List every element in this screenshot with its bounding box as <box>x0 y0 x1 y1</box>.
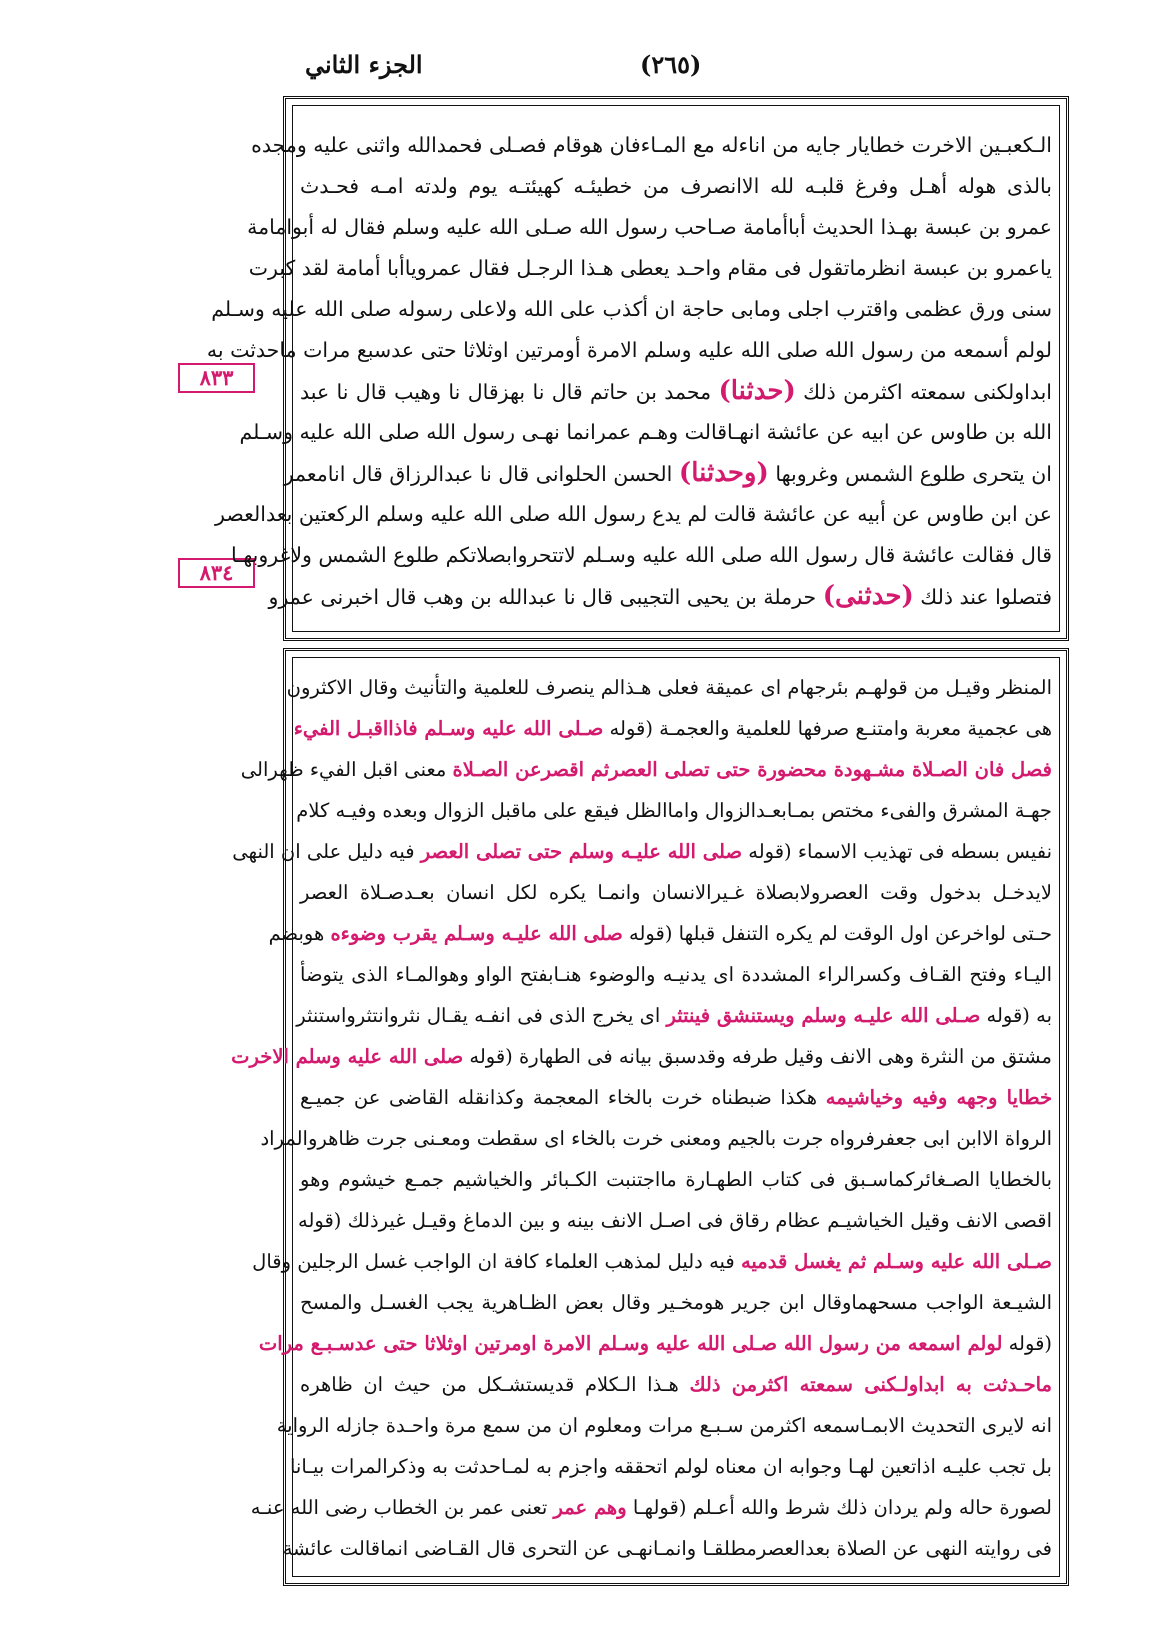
sharh-line: انه لايرى التحديث الابمـاسمعه اكثرمن سـبـع مرات ومعلوم ان من سمع مرة واحـدة جازله الرواية <box>276 1414 1052 1437</box>
matn-line <box>283 453 1052 494</box>
matn-line: قال فقالت عائشة قال رسول الله صلى الله عليه وسـلم لاتتحروابصلاتكم طلوع الشمس ولاغروبهـا <box>230 543 1052 567</box>
sharh-segment: هى عجمية معربة وامتنـع صرفها للعلمية والعجمـة (قوله <box>609 717 1052 740</box>
matn-line: الله بن طاوس عن ابيه عن عائشة انهـاقالت وهـم عمرانما نهـى رسول الله صلى الله عليه وسـلم <box>239 420 1052 444</box>
hadith-number-badge: ٨٣٤ <box>178 558 255 588</box>
sharh-segment: تعنى عمر بن الخطاب رضى الله عنـه <box>250 1496 548 1519</box>
matn-line: سنى ورق عظمى واقترب اجلى ومابى حاجة ان أكذب على الله ولاعلى رسوله صلى الله عليه وسـلم <box>211 297 1052 321</box>
sharh-segment: حـتى لواخرعن اول الوقت لم يكره التنفل قبلها (قوله <box>629 922 1052 945</box>
sharh-segment: نفيس بسطه فى تهذيب الاسماء (قوله <box>748 840 1052 863</box>
sharh-segment: فيه دليل على ان النهى <box>232 840 415 863</box>
sharh-line: اقصى الانف وقيل الخياشيـم عظام رقاق فى اصـل الانف بينه و بين الدماغ وقيـل غيرذلك (قوله <box>298 1209 1052 1232</box>
sharh-line: لايدخـل بدخول وقت العصرولابصلاة غـيرالانسان وانمـا يكره لكل انسان بعـدصـلاة العصر <box>300 881 1052 904</box>
quoted-matn: فصل فان الصـلاة مشـهودة محضورة حتى تصلى العصرثم اقصرعن الصـلاة <box>452 758 1052 781</box>
sharh-line <box>240 749 1052 790</box>
running-title: الجزء الثاني <box>305 50 423 79</box>
sharh-segment: (قوله <box>1008 1332 1052 1355</box>
sharh-line <box>300 1364 1052 1405</box>
matn-line: عن ابن طاوس عن أبيه عن عائشة قالت لم يدع رسول الله صلى الله عليه وسلم الركعتين بعدالعصر <box>215 502 1052 526</box>
matn-line: بالذى هوله أهـل وفرغ قلبـه لله الاانصرف من خطيئـه كهيئتـه يوم ولدته امـه فحـدث <box>300 174 1052 198</box>
sharh-segment: مشتق من النثرة وهى الانف وقيل طرفه وقدسبق بيانه فى الطهارة (قوله <box>469 1045 1052 1068</box>
sharh-segment: معنى اقبل الفيء ظهرالى <box>240 758 447 781</box>
quoted-matn: وهم عمر <box>553 1496 627 1519</box>
sharh-line <box>268 913 1052 954</box>
matn-segment: فتصلوا عند ذلك <box>920 585 1052 609</box>
quoted-matn: لولم اسمعه من رسول الله صـلى الله عليه وسـلم الامرة اومرتين اوثلاثا حتى عدسـبـع مرات <box>258 1332 1003 1355</box>
sharh-segment: هوبضم <box>268 922 325 945</box>
matn-segment: الحسن الحلوانى قال نا عبدالرزاق قال انامعمر <box>283 462 673 486</box>
sharh-line <box>250 1487 1052 1528</box>
matn-segment: ان يتحرى طلوع الشمس وغروبها <box>775 462 1052 486</box>
sharh-segment: لصورة حاله ولم يردان ذلك شرط والله أعـلم (قولهـا <box>632 1496 1052 1519</box>
quoted-matn: صلى الله عليـه وسلم حتى تصلى العصر <box>420 840 743 863</box>
sharh-segment: به (قوله <box>986 1004 1052 1027</box>
hadith-number-badge: ٨٣٣ <box>178 363 255 393</box>
quoted-matn: صـلى الله عليه وسـلم فاذااقبـل الفيء <box>293 717 604 740</box>
sharh-segment: فيه دليل لمذهب العلماء كافة ان الواجب غسل الرجلين وقال <box>252 1250 735 1273</box>
sharh-line: الرواة الاابن ابى جعفرفرواه جرت بالجيم ومعنى خرت بالخاء اى سقطت ومعـنى جرت ظاهروالمراد <box>260 1127 1052 1150</box>
matn-segment: ابداولكنى سمعته اكثرمن ذلك <box>803 380 1052 404</box>
haddathana-marker: (حدثنا) <box>718 376 796 406</box>
matn-segment: حرملة بن يحيى التجيبى قال نا عبدالله بن وهب قال اخبرنى عمرو <box>268 585 817 609</box>
quoted-matn: صـلى الله عليه وسـلم ثم يغسل قدميه <box>740 1250 1052 1273</box>
sharh-line: فى روايته النهى عن الصلاة بعدالعصرمطلقـا وانمـانهـى عن التحرى قال القـاضى انماقالت عائشة <box>282 1537 1052 1560</box>
sharh-line: بالخطايا الصـغائركماسـبق فى كتاب الطهـارة مااجتنبت الكـبائر والخياشيم جمـع خيشوم وهو <box>300 1168 1052 1191</box>
sharh-line: المنظر وقيـل من قولهـم بئرجهام اى عميقة فعلى هـذالم ينصرف للعلمية والتأنيث وقال الاكثرون <box>286 676 1052 699</box>
matn-line: لولم أسمعه من رسول الله صلى الله عليه وسلم الامرة أومرتين اوثلاثا حتى عدسبع مرات ماحدثت به <box>206 338 1052 362</box>
sharh-segment: اى يخرج الذى فى انفـه يقـال نثروانتثرواستنثر <box>296 1004 661 1027</box>
sharh-segment: هكذا ضبطناه خرت بالخاء المعجمة وكذانقله القاضى عن جميـع <box>300 1086 818 1109</box>
sharh-line: جهـة المشرق والفىء مختص بمـابعـدالزوال واماالظل فيقع على ماقبل الزوال وبعده وفيـه كلام <box>296 799 1052 822</box>
sharh-segment: هـذا الـكلام قديستشـكل من حيث ان ظاهره <box>300 1373 679 1396</box>
matn-line <box>268 576 1052 617</box>
matn-line <box>300 371 1052 412</box>
haddathani-marker: (حدثنى) <box>822 581 914 611</box>
sharh-line <box>296 995 1052 1036</box>
page-number: (٢٦٥) <box>640 50 702 79</box>
matn-segment: محمد بن حاتم قال نا بهزقال نا وهيب قال نا عبد <box>300 380 712 404</box>
sharh-line <box>252 1241 1052 1282</box>
quoted-matn: صلى الله عليه وسلم الاخرت <box>231 1045 464 1068</box>
quoted-matn: ماحـدثت به ابداولـكنى سمعته اكثرمن ذلك <box>689 1373 1053 1396</box>
matn-line: الـكعبـين الاخرت خطايار جايه من اناءله مع المـاءفان هوقام فصـلى فحمدالله واثنى عليه ومجده <box>251 133 1052 157</box>
sharh-line <box>293 708 1052 749</box>
sharh-line <box>300 1077 1052 1118</box>
sharh-line <box>231 1036 1052 1077</box>
sharh-line <box>232 831 1052 872</box>
sharh-frame <box>231 648 1069 1586</box>
sharh-line: اليـاء وفتح القـاف وكسرالراء المشددة اى يدنيـه والوضوء هنـابفتح الواو وهوالمـاء الذى يتوضأ <box>300 963 1052 986</box>
quoted-matn: صـلى الله عليـه وسلم ويستنشق فينتثر <box>666 1004 981 1027</box>
sharh-line: الشيـعة الواجب مسحهماوقال ابن جرير هومخـير وقال بعض الظـاهرية يجب الغسـل والمسح <box>300 1291 1052 1314</box>
quoted-matn: صلى الله عليـه وسـلم يقرب وضوءه <box>330 922 623 945</box>
matn-line: ياعمرو بن عبسة انظرماتقول فى مقام واحـد يعطى هـذا الرجـل فقال عمروياأبا أمامة لقد كبرت <box>248 256 1052 280</box>
sharh-line <box>258 1323 1052 1364</box>
sharh-line: بل تجب عليـه اذاتعين لهـا وجوابه ان معناه لولم اتحققه واجزم به لمـاحدثت به وذكرالمرات بيـانا <box>289 1455 1052 1478</box>
wa-haddathana-marker: (وحدثنا) <box>678 458 769 488</box>
quoted-matn: خطايا وجهه وفيه وخياشيمه <box>825 1086 1053 1109</box>
sharh-text <box>231 667 1053 1569</box>
matn-line: عمرو بن عبسة بهـذا الحديث أباأمامة صـاحب رسول الله صـلى الله عليه وسلم فقال له أبوامامة <box>247 215 1052 239</box>
